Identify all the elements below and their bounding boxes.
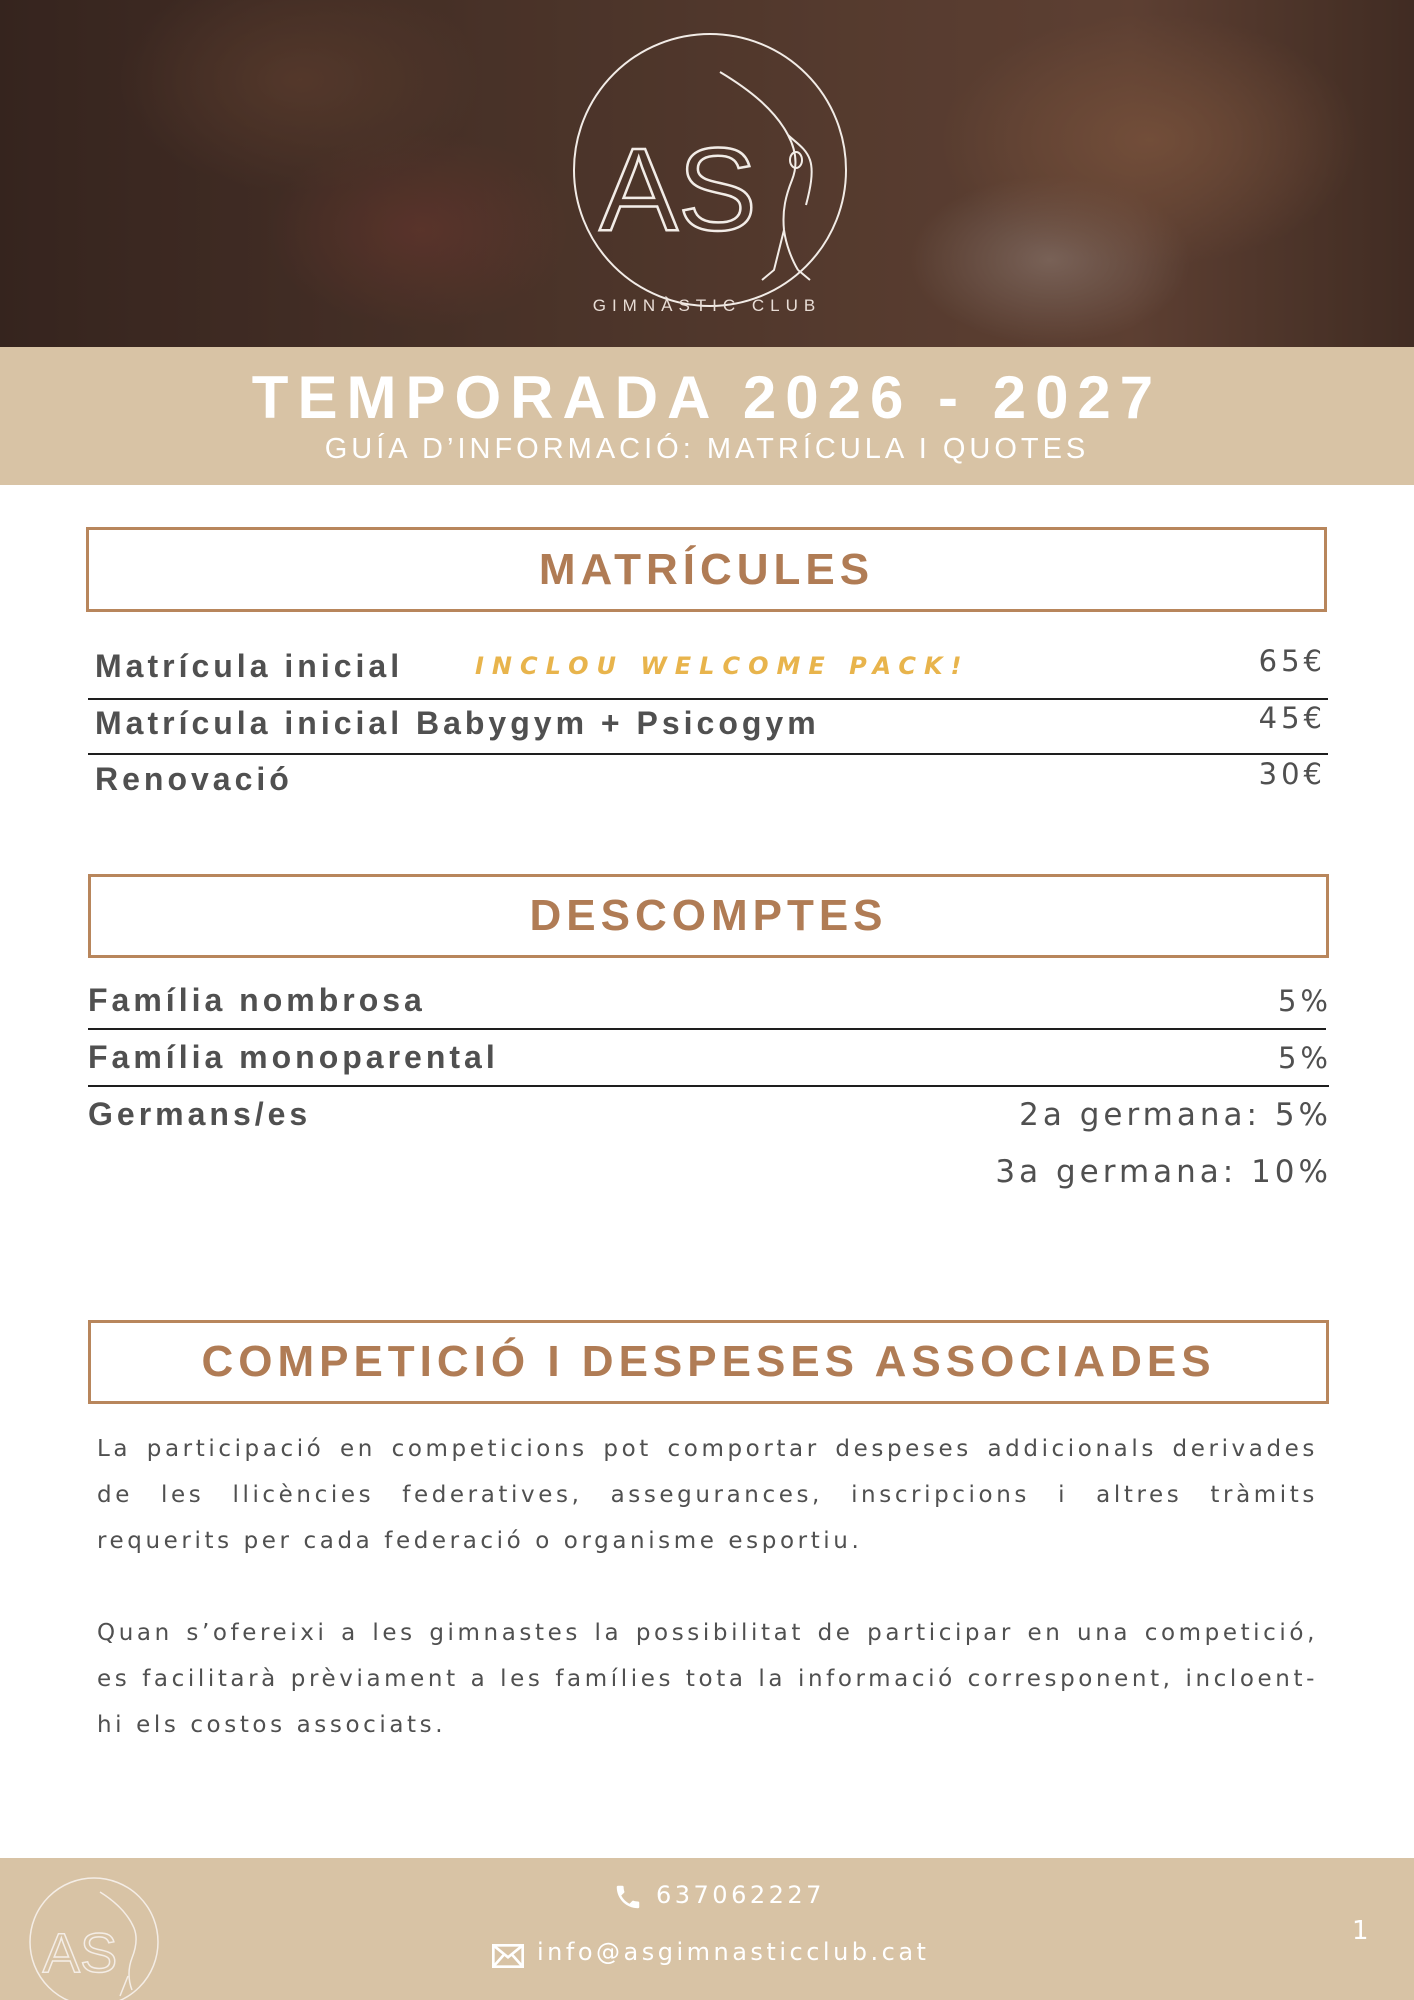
row-divider <box>88 753 1328 755</box>
phone-icon <box>613 1882 643 1912</box>
page-subtitle: GUÍA D’INFORMACIÓ: MATRÍCULA I QUOTES <box>324 433 1090 465</box>
descompte-label: Família nombrosa <box>88 982 426 1018</box>
svg-text:AS: AS <box>42 1921 118 1984</box>
section-heading-descomptes <box>88 874 1329 958</box>
descompte-label: Família monoparental <box>88 1039 499 1075</box>
page-title: TEMPORADA 2026 - 2027 <box>251 364 1163 431</box>
matricula-value: 30€ <box>1258 757 1326 791</box>
descompte-value: 5% <box>1277 984 1332 1018</box>
club-logo-icon <box>560 30 860 330</box>
section-heading-text: MATRÍCULES <box>538 545 875 594</box>
row-divider <box>88 1028 1326 1030</box>
section-heading-text: DESCOMPTES <box>529 891 888 940</box>
matricula-label: Matrícula inicial <box>95 648 404 684</box>
footer-logo-icon <box>24 1872 164 2000</box>
competicio-paragraph: La participació en competicions pot comportar despeses addicionals derivades de les llicències federatives, assegurances, inscripcions i altres tràmits requerits per cada federació o organisme esportiu. <box>97 1436 1318 1554</box>
hero-banner <box>0 0 1414 347</box>
matricula-value: 65€ <box>1258 644 1326 678</box>
descompte-value-secondary: 3a germana: 10% <box>995 1154 1332 1190</box>
competicio-paragraph: Quan s’ofereixi a les gimnastes la possibilitat de participar en una competició, es facilitarà prèviament a les famílies tota la informació corresponent, incloent-hi els costos associats. <box>97 1620 1318 1738</box>
row-divider <box>88 1085 1329 1087</box>
page-number: 1 <box>1352 1916 1369 1946</box>
email-address[interactable]: info@asgimnasticclub.cat <box>537 1938 930 1966</box>
descompte-value: 5% <box>1277 1041 1332 1075</box>
phone-number[interactable]: 637062227 <box>656 1881 825 1909</box>
footer <box>0 1858 1414 2000</box>
club-name: GIMNÀSTIC CLUB <box>592 296 822 315</box>
svg-text:AS: AS <box>599 124 757 256</box>
descompte-value: 2a germana: 5% <box>1019 1097 1332 1133</box>
section-heading-text: COMPETICIÓ I DESPESES ASSOCIADES <box>201 1337 1216 1386</box>
row-divider <box>88 698 1328 700</box>
title-band <box>0 347 1414 485</box>
matricula-value: 45€ <box>1258 701 1326 735</box>
descompte-label: Germans/es <box>88 1096 312 1132</box>
matricula-label: Renovació <box>95 761 293 797</box>
welcome-pack-note: INCLOU WELCOME PACK! <box>475 652 970 680</box>
email-icon <box>492 1944 524 1968</box>
section-heading-competicio <box>88 1320 1329 1404</box>
matricula-label: Matrícula inicial Babygym + Psicogym <box>95 705 820 741</box>
section-heading-matricules <box>86 527 1327 612</box>
